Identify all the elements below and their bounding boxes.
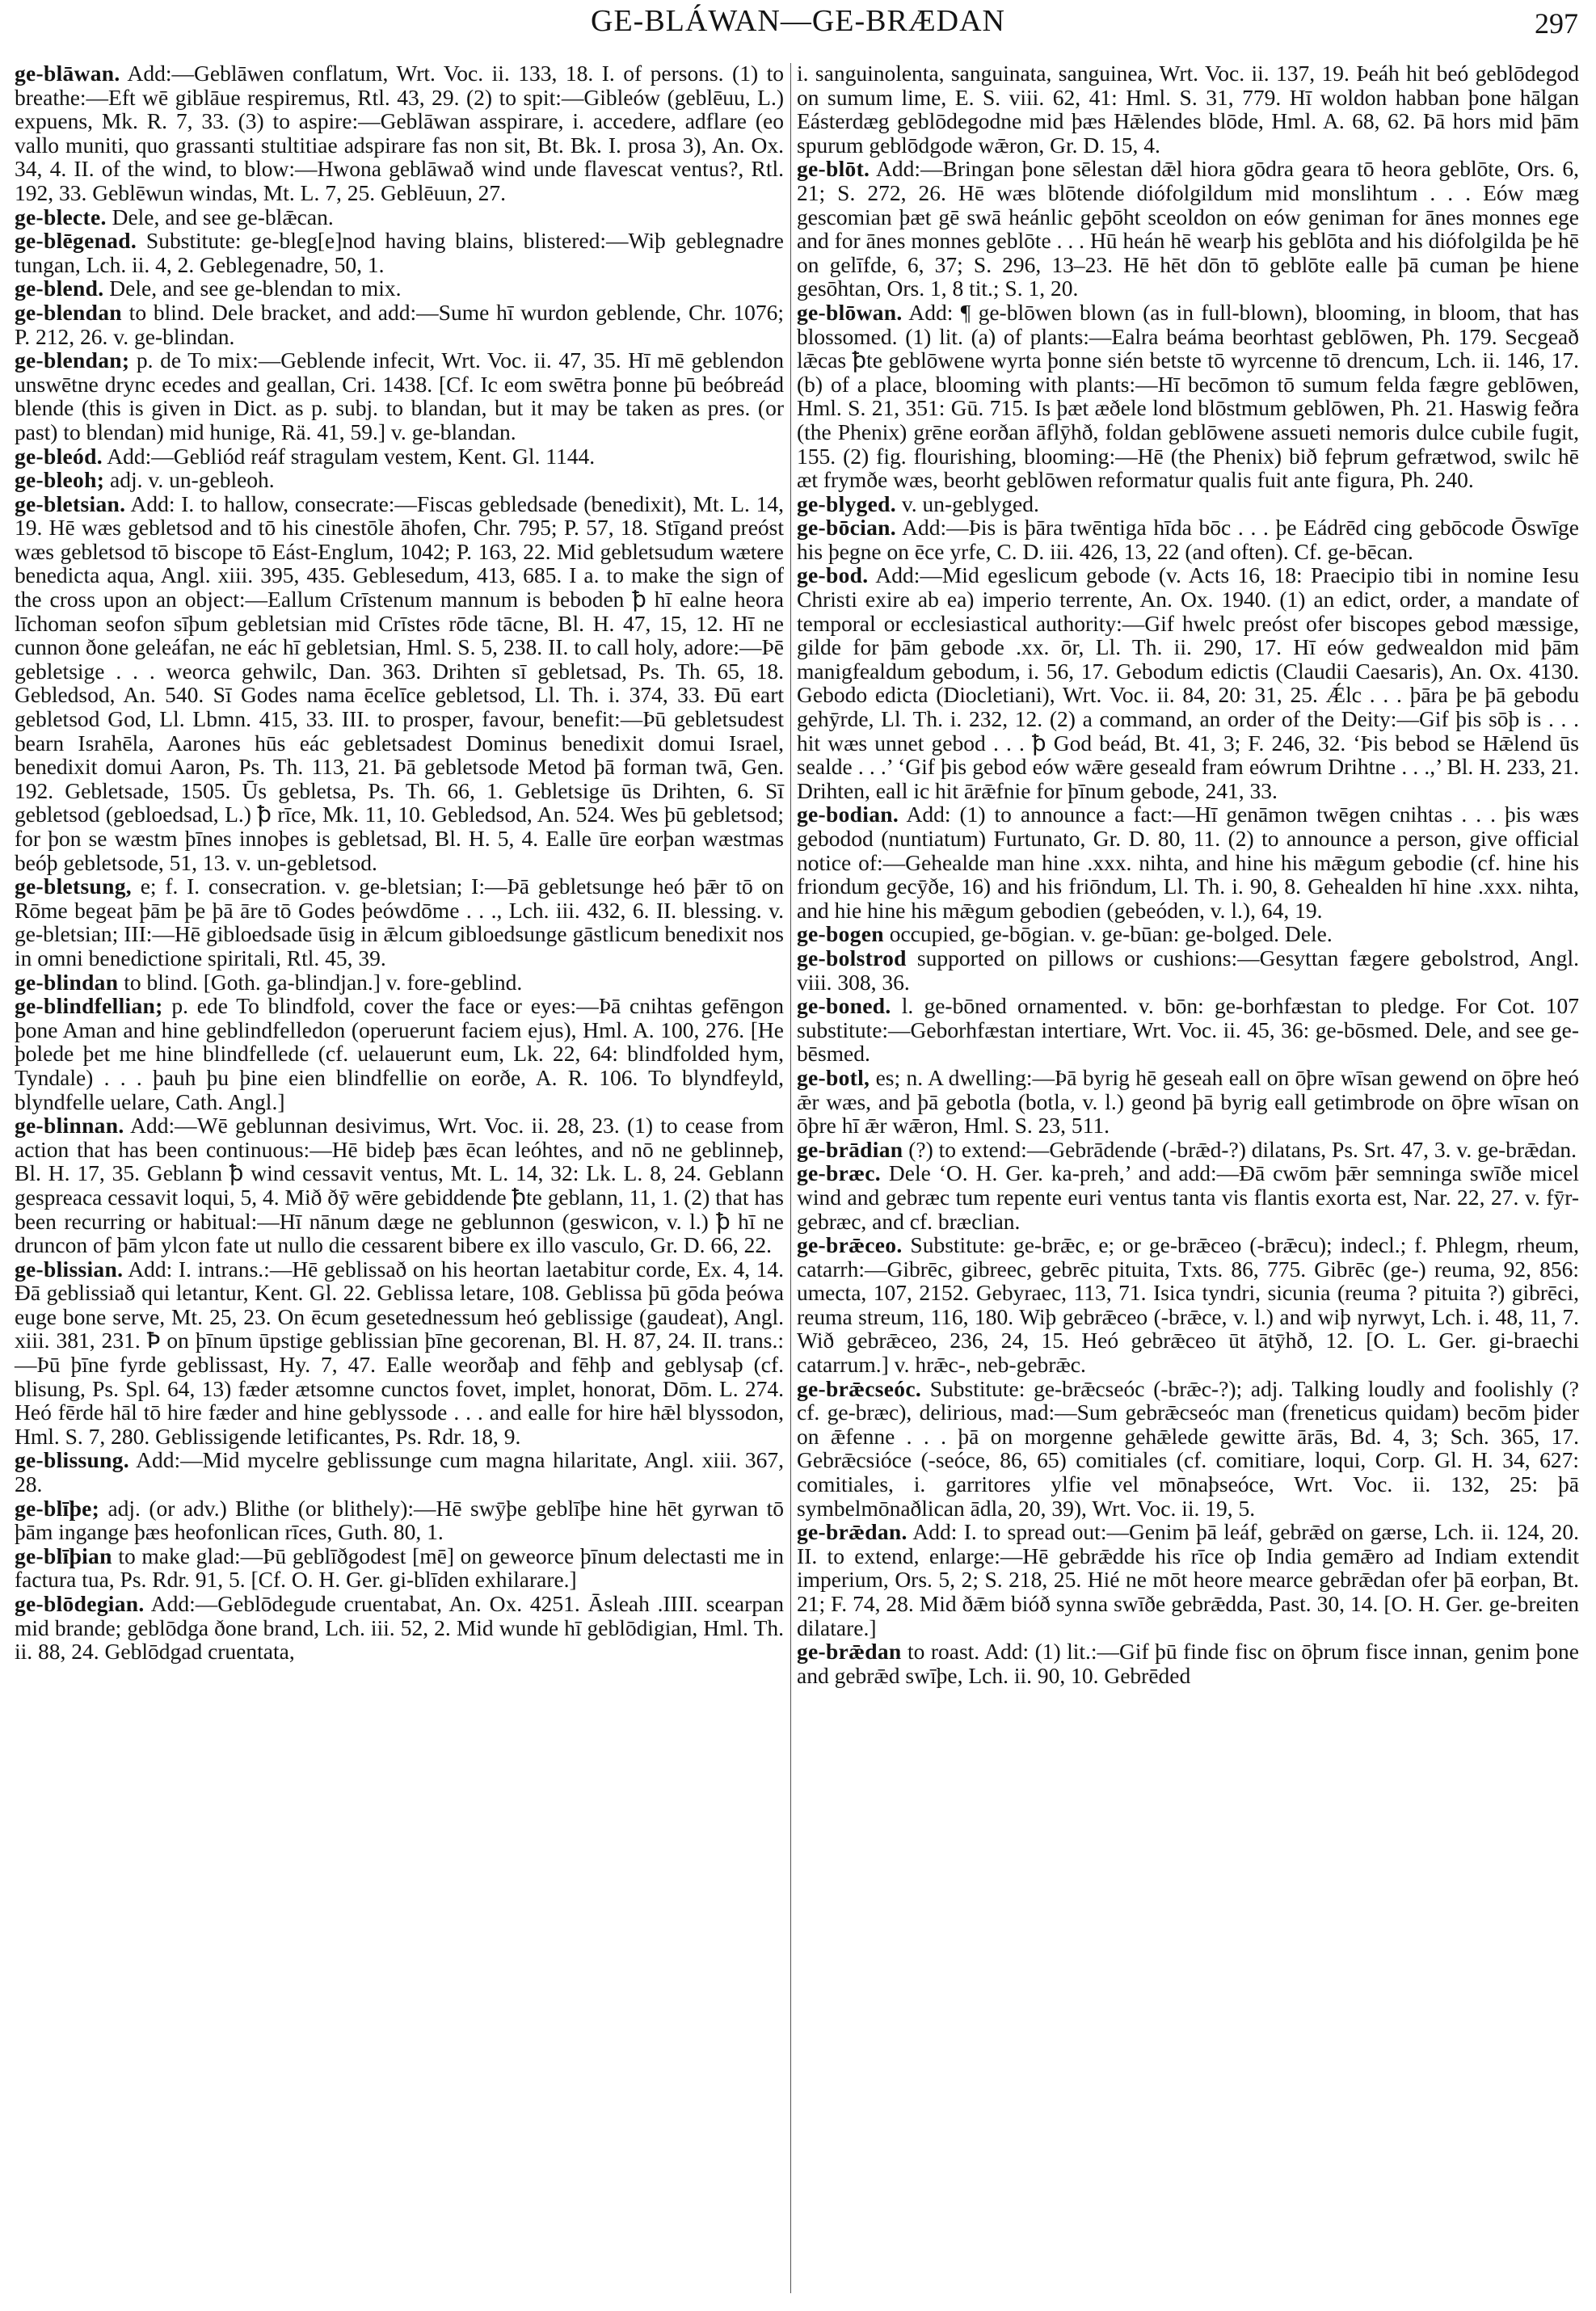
dictionary-entry [797, 1377, 1579, 1521]
entry-headword: ge-blāwan. [15, 61, 120, 86]
entry-headword: ge-bod. [797, 562, 869, 588]
dictionary-entry [797, 1161, 1579, 1233]
entry-headword: ge-botl, [797, 1064, 870, 1090]
dictionary-entry [797, 1066, 1579, 1138]
page-number: 297 [1535, 7, 1578, 40]
right-column [797, 61, 1579, 1687]
entry-headword: ge-blēgenad. [15, 228, 137, 254]
entry-body: i. sanguinolenta, sanguinata, sanguinea, Wrt. Voc. ii. 137, 19. Þeáh hit beó geblōdegod on sumum lime, E. S. viii. 62, 41: Hml. S. 31, 779. Hī woldon habban þone hālgan Eásterdæg geblōdegodne mid þæs Hǣlendes blōde, Hml. A. 68, 62. Þā hors mid þām spurum geblōdgode wǣron, Gr. D. 15, 4. [797, 61, 1579, 158]
entry-body: supported on pillows or cushions:—Gesyttan fægere gebolstrod, Angl. viii. 308, 36. [797, 945, 1579, 995]
dictionary-entry [797, 157, 1579, 301]
dictionary-entry [797, 1233, 1579, 1377]
entry-body: adj. (or adv.) Blithe (or blithely):—Hē swȳþe geblīþe hine hēt gyrwan tō þām ingange þæs heofonlican rīces, Guth. 80, 1. [15, 1495, 784, 1545]
entry-headword: ge-bolstrod [797, 945, 907, 970]
entry-headword: ge-blindfellian; [15, 993, 163, 1019]
entry-body: es; n. A dwelling:—Þā byrig hē geseah eall on ōþre wīsan gewend on ōþre heó ǣr wæs, and þā gebotla (botla, v. l.) geond þā byrig eall getimbrode on ōþre wīsan on ōþre hī ǣr wǣron, Hml. S. 23, 511. [797, 1064, 1579, 1139]
entry-headword: ge-blīþian [15, 1543, 112, 1568]
entry-headword: ge-blōdegian. [15, 1591, 145, 1616]
entry-body: Add:—Geblāwen conflatum, Wrt. Voc. ii. 133, 18. I. of persons. (1) to breathe:—Eft wē giblāue respiremus, Rtl. 43, 29. (2) to spit:—Gibleów (geblēuu, L.) expuens, Mk. R. 7, 33. (3) to aspire:—Geblāwan asspirare, i. accedere, adflare (eo vallo muniti, quo grassanti stultitiae adspirare fas non sit, Bt. Bk. I. prosa 3), An. Ox. 34, 4. II. of the wind, to blow:—Hwona geblāwað wind unde flavescat ventus?, Rtl. 192, 33. Geblēwun windas, Mt. L. 7, 25. Geblēuun, 27. [15, 61, 784, 205]
dictionary-entry [797, 946, 1579, 994]
entry-headword: ge-blōwan. [797, 299, 903, 325]
entry-headword: ge-blend. [15, 276, 104, 301]
entry-headword: ge-bræc. [797, 1160, 881, 1186]
dictionary-entry [15, 276, 784, 301]
dictionary-entry [15, 444, 784, 469]
entry-body: Dele, and see ge-blendan to mix. [103, 276, 402, 301]
entry-body: (?) to extend:—Gebrādende (-brǣd-?) dilatans, Ps. Srt. 47, 3. v. ge-brǣdan. [903, 1136, 1577, 1162]
dictionary-entry [15, 1257, 784, 1449]
dictionary-entry [797, 994, 1579, 1066]
entry-body: Add:—Bringan þone sēlestan dǣl hiora gōdra geara tō heora geblōte, Ors. 6, 21; S. 272, 26. Hē wæs blōtende diófolgildum mid monslihtum . . . Eów mæg gescomian þæt gē swā heánlic geþōht sceoldon on eów geniman for ānes monnes ege and for ānes monnes geblōte . . . Hū heán hē wearþ his geblōta and his diófolgilda þe hē on gelīfde, 6, 37; S. 296, 13–23. Hē hēt dōn tō geblōte ealle þā cuman þe hiene gesōhtan, Ors. 1, 8 tit.; S. 1, 20. [797, 156, 1579, 301]
entry-headword: ge-brǣceo. [797, 1232, 903, 1258]
dictionary-entry [797, 1138, 1579, 1162]
dictionary-entry [797, 1520, 1579, 1640]
entry-headword: ge-blōt. [797, 156, 870, 182]
entry-headword: ge-blissian. [15, 1256, 124, 1282]
dictionary-entry [15, 229, 784, 276]
running-title: GE-BLÁWAN—GE-BRÆDAN [591, 4, 1005, 38]
entry-headword: ge-bleód. [15, 443, 103, 469]
entry-body: Substitute: ge-brǣcseóc (-brǣc-?); adj. Talking loudly and foolishly (? cf. ge-bræc), delirious, mad:—Sum gebrǣcseóc man (freneticus quidam) becōm þider on ǣfenne . . . þā on morgenne gehǣlede gewitte ārās, Bd. 4, 3; Sch. 365, 17. Gebrǣcsióce (-seóce, 86, 65) comitiales (cf. comitiare, loqui, Corp. Gl. H. 34, 627: comitiales, i. garritores ylfie vel mōnaþseóce, Wrt. Voc. ii. 132, 25: þā symbelmōnaðlican ādla, 20, 39), Wrt. Voc. ii. 19, 5. [797, 1375, 1579, 1521]
entry-headword: ge-bletsian. [15, 490, 126, 516]
entry-body: Add:—Þis is þāra twēntiga hīda bōc . . . þe Eádrēd cing gebōcode Ōswīge his þegne on ēce yrfe, C. D. iii. 426, 13, 22 (and often). Cf. ge-bēcan. [797, 515, 1579, 564]
dictionary-entry [797, 516, 1579, 563]
entry-body: Add:—Wē geblunnan desivimus, Wrt. Voc. ii. 28, 23. (1) to cease from action that has been continuous:—Hē bideþ þæs ēcan leóhtes, and nō ne geblinneþ, Bl. H. 17, 35. Geblann ꝥ wind cessavit ventus, Mt. L. 14, 32: Lk. L. 8, 24. Geblann gespreaca cessavit loqui, 5, 4. Mið ðȳ wēre gebiddende ꝥte geblann, 11, 1. (2) that has been recurring or habitual:—Hī nānum dæge ne geblunnon (geswicon, v. l.) ꝥ hī ne druncon of þām ylcon fate ut nullo die cessarent bibere ex illo vasculo, Gr. D. 66, 22. [15, 1113, 784, 1258]
entry-headword: ge-brǣdan [797, 1639, 902, 1665]
entry-headword: ge-brǣdan. [797, 1519, 907, 1545]
dictionary-entry [797, 301, 1579, 492]
dictionary-entry [797, 1640, 1579, 1687]
entry-body: Add:—Gebliód reáf stragulam vestem, Kent. Gl. 1144. [102, 443, 596, 469]
dictionary-entry [797, 802, 1579, 922]
entry-body: occupied, ge-bōgian. v. ge-būan: ge-bolged. Dele. [883, 921, 1333, 947]
dictionary-entry [15, 348, 784, 444]
entry-body: Dele ‘O. H. Ger. ka-preh,’ and add:—Ðā cwōm þǣr semninga swīðe micel wind and gebræc tum repente euri ventus tanta vis flantis exorta est, Nar. 22, 27. v. fȳr-gebræc, and cf. bræclian. [797, 1160, 1579, 1234]
dictionary-entry [15, 301, 784, 348]
entry-body: Add: I. to hallow, consecrate:—Fiscas gebledsade (benedixit), Mt. L. 14, 19. Hē wæs gebletsod and tō his cinestōle āhofen, Chr. 795; P. 57, 18. Stīgand preóst wæs gebletsod tō biscope tō Eást-Englum, 1042; P. 163, 22. Mid gebletsudum wætere benedicta aqua, Angl. xiii. 395, 435. Geblesedum, 413, 685. I a. to make the sign of the cross upon an object:—Eallum Crīstenum mannum is beboden ꝥ hī ealne heora līchoman seofon sīþum gebletsian mid Crīstes rōde tācne, Bl. H. 47, 15, 12. Hī ne cunnon ðone geleáfan, ne eác hī gebletsian, Hml. S. 5, 238. II. to call holy, adore:—Þē gebletsige . . . weorca gehwilc, Dan. 363. Drihten sī gebletsad, Ps. Th. 65, 18. Gebledsod, An. 540. Sī Godes nama ēcelīce gebletsod, Ll. Th. i. 374, 33. Ðū eart gebletsod God, Ll. Lbmn. 415, 33. III. to prosper, favour, benefit:—Þū gebletsudest bearn Israhēla, Aarones hūs eác gebletsadest Dominus benedixit domui Israel, benedixit domui Aaron, Ps. Th. 113, 21. Þā gebletsode Metod þā forman twā, Gen. 192. Gebletsade, 1505. Ūs gebletsa, Ps. Th. 66, 1. Gebletsige ūs Drihten, 6. Sī gebletsod (gebloedsad, L.) ꝥ rīce, Mk. 11, 10. Gebledsod, An. 524. Wes þū gebletsod; for þon se wæstm þīnes innoþes is gebletsad, Bl. H. 5, 4. Ealle ūre eorþan wæstmas beóþ gebletsode, 51, 13. v. un-gebletsod. [15, 490, 784, 875]
entry-body: Add:—Geblōdegude cruentabat, An. Ox. 4251. Āsleah .IIII. scearpan mid brande; geblōdga ðone brand, Lch. iii. 52, 2. Mid wunde hī geblōdigian, Hml. Th. ii. 88, 24. Geblōdgad cruentata, [15, 1591, 784, 1665]
page-header [0, 3, 1596, 42]
dictionary-entry [15, 205, 784, 229]
entry-headword: ge-brādian [797, 1136, 903, 1162]
dictionary-entry [15, 1592, 784, 1664]
entry-headword: ge-bodian. [797, 802, 899, 827]
dictionary-entry [15, 1496, 784, 1544]
entry-headword: ge-blendan [15, 299, 122, 325]
entry-body: Add:—Mid mycelre geblissunge cum magna hilaritate, Angl. xiii. 367, 28. [15, 1447, 784, 1497]
left-column [15, 61, 784, 1664]
entry-body: p. ede To blindfold, cover the face or eyes:—Þā cnihtas gefēngon þone Aman and hine geblindfelledon (operuerunt faciem ejus), Hml. A. 100, 276. [He þolede þet me hine blindfellede (cf. uelauerunt eum, Lk. 22, 64: blindfolded hym, Tyndale) . . . þauh þu þine eien blindfellie on eorðe, A. R. 106. To blyndfeyld, blyndfelle uelare, Cath. Angl.] [15, 993, 784, 1114]
entry-headword: ge-blissung. [15, 1447, 129, 1473]
entry-body: Add: I. to spread out:—Genim þā leáf, gebrǣd on gærse, Lch. ii. 124, 20. II. to extend, enlarge:—Hē gebrǣdde his rīce oþ India gemǣro ad Indiam extendit imperium, Ors. 5, 2; S. 218, 25. Hié ne mōt heore mearce gebrǣdan ofer þā eorþan, Bt. 21; F. 74, 28. Mid ðǣm bióð synna swīðe gebrǣdda, Past. 30, 14. [O. H. Ger. ge-breiten dilatare.] [797, 1519, 1579, 1640]
entry-body: Dele, and see ge-blǣcan. [106, 204, 334, 229]
entry-headword: ge-blīþe; [15, 1495, 100, 1521]
entry-body: to roast. Add: (1) lit.:—Gif þū finde fisc on ōþrum fisce innan, genim þone and gebrǣd swīþe, Lch. ii. 90, 10. Gebrēded [797, 1639, 1579, 1688]
entry-headword: ge-bletsung, [15, 873, 132, 899]
entry-body: l. ge-bōned ornamented. v. bōn: ge-borhfæstan to pledge. For Cot. 107 substitute:—Geborhfæstan intertiare, Wrt. Voc. ii. 45, 36: ge-bōsmed. Dele, and see ge-bēsmed. [797, 993, 1579, 1067]
entry-body: v. un-geblyged. [895, 490, 1039, 516]
entry-body: to make glad:—Þū geblīðgodest [mē] on geweorce þīnum delectasti me in factura tua, Ps. Rdr. 91, 5. [Cf. O. H. Ger. gi-blīden exhilarare.] [15, 1543, 784, 1593]
entry-body: Add: (1) to announce a fact:—Hī genāmon twēgen cnihtas . . . þis wæs gebodod (nuntiatum) Furtunato, Gr. D. 80, 11. (2) to announce a person, give official notice of:—Gehealde man hine .xxx. nihta, and hine his mǣgum gebodie (cf. hine his friondum gecȳðe, 16) and his friōndum, Ll. Th. i. 90, 8. Gehealden hī hine .xxx. nihta, and hie hine his mǣgum gebodien (gebeóden, v. l.), 64, 19. [797, 802, 1579, 923]
entry-headword: ge-brǣcseóc. [797, 1375, 922, 1401]
entry-headword: ge-blinnan. [15, 1113, 124, 1139]
entry-headword: ge-bōcian. [797, 515, 896, 541]
column-divider [790, 63, 791, 2293]
entry-body: Add: ¶ ge-blōwen blown (as in full-blown), blooming, in bloom, that has blossomed. (1) lit. (a) of plants:—Ealra beáma beorhtast geblōwen, Ph. 179. Secgeað lǣcas ꝥte geblōwene wyrta þonne sién betste tō wyrcenne tō drencum, Lch. ii. 146, 17. (b) of a place, blooming with plants:—Hī becōmon tō sumum felda fægre geblōwen, Hml. S. 21, 351: Gū. 715. Is þæt æðele lond blōstmum geblōwen, Ph. 21. Haswig feðra (the Phenix) grēne eorðan āflȳhð, foldan geblōwene assueti nemoris dulce cubile fugit, 155. (2) fig. flourishing, blooming:—Hē (the Phenix) bið feþrum gefrætwod, swilc hē æt frymðe wæs, beorht geblōwen reformatur qualis fuit ante figura, Ph. 240. [797, 299, 1579, 493]
entry-body: e; f. I. consecration. v. ge-bletsian; I:—Þā gebletsunge heó þǣr tō on Rōme begeat þām þe þā āre tō Godes þeówdōme . . ., Lch. iii. 432, 6. II. blessing. v. ge-bletsian; III:—Hē gibloedsade ūsig in ǣlcum gibloedsunge gāstlicum benedixit nos in omni benedictione spiritali, Rtl. 45, 39. [15, 873, 784, 970]
entry-headword: ge-blindan [15, 969, 119, 995]
dictionary-entry [797, 61, 1579, 157]
dictionary-entry [797, 492, 1579, 516]
entry-headword: ge-boned. [797, 993, 891, 1019]
dictionary-entry [797, 563, 1579, 802]
dictionary-entry [15, 1448, 784, 1496]
entry-body: to blind. [Goth. ga-blindjan.] v. fore-geblind. [118, 969, 523, 995]
dictionary-entry [15, 970, 784, 995]
dictionary-entry [797, 922, 1579, 946]
dictionary-entry [15, 874, 784, 970]
entry-headword: ge-blyged. [797, 490, 896, 516]
entry-body: Substitute: ge-brǣc, e; or ge-brǣceo (-brǣcu); indecl.; f. Phlegm, rheum, catarrh:—Gibrēc, gibreec, gebrēc pituita, Txts. 86, 775. Gibrēc (ge-) reuma, 92, 856: umecta, 107, 2152. Gebyraec, 113, 71. Isica tyndri, sicunia (reuma ? pituita ?) gibrēci, reuma streum, 116, 180. Wiþ gebrǣceo (-brǣce, v. l.) and wiþ nyrwyt, Lch. i. 48, 11, 7. Wið gebrǣceo, 236, 24, 15. Heó gebrǣceo ūt ātȳhð, 12. [O. L. Ger. gi-braechi catarrum.] v. hrǣc-, neb-gebrǣc. [797, 1232, 1579, 1378]
entry-headword: ge-blendan; [15, 347, 130, 373]
entry-headword: ge-bogen [797, 921, 884, 947]
dictionary-entry [15, 1544, 784, 1592]
dictionary-entry [15, 492, 784, 875]
dictionary-entry [15, 994, 784, 1113]
dictionary-entry [15, 468, 784, 492]
entry-body: Add:—Mid egeslicum gebode (v. Acts 16, 18: Praecipio tibi in nomine Iesu Christi exire ab ea) imperio terrente, An. Ox. 1940. (1) an edict, order, a mandate of temporal or ecclesiastical authority:—Gif hwelc preóst ofer biscopes gebod mæssige, gilde for þām gebode .xx. ōr, Ll. Th. ii. 290, 17. Hī eów gedwealdon mid þām manigfealdum gebodum, i. 56, 17. Gebodum edictis (Claudii Caesaris), An. Ox. 4130. Gebodo edicta (Diocletiani), Wrt. Voc. ii. 84, 20: 31, 25. Ǽlc . . . þāra þe þā gebodu gehȳrde, Ll. Th. i. 232, 12. (2) a command, an order of the Deity:—Gif þis sōþ is . . . hit wæs unnet gebod . . . ꝥ God beád, Bt. 41, 3; F. 246, 32. ‘Þis bebod se Hǣlend ūs sealde . . .’ ‘Gif þis gebod eów wǣre geseald fram eówrum Drihtne . . .,’ Bl. H. 233, 21. Drihten, eall ic hit ārǣfnie for þīnum gebode, 241, 33. [797, 562, 1579, 803]
entry-body: adj. v. un-gebleoh. [104, 467, 275, 493]
entry-body: p. de To mix:—Geblende infecit, Wrt. Voc. ii. 47, 35. Hī mē geblendon unswētne drync ecedes and geallan, Cri. 1438. [Cf. Ic eom swētra þonne þū beóbreád blende (this is given in Dict. as p. subj. to blandan, but it may be taken as pres. (or past) to blendan) mid hunige, Rä. 41, 59.] v. ge-blandan. [15, 347, 784, 444]
entry-body: Add: I. intrans.:—Hē geblissað on his heortan laetabitur corde, Ex. 4, 14. Ðā geblissiað qui letantur, Kent. Gl. 22. Geblissa letare, 108. Geblissa þū gōda þeówa euge bone serve, Mt. 25, 23. On ēcum gesetednessum heó geblissige (gaudeat), Angl. xiii. 381, 231. Ꝥ on þīnum ūpstige geblissian þīne gecorenan, Bl. H. 87, 24. II. trans.:—Þū þīne fyrde geblissast, Hy. 7, 47. Ealle weorðaþ and fēhþ and geblysaþ (cf. blisung, Ps. Spl. 64, 13) fæder ætsomne cunctos fovet, implet, honorat, Dōm. L. 274. Heó fērde hāl tō hire fæder and hine geblyssode . . . and ealle for hire hǣl blyssodon, Hml. S. 7, 280. Geblissigende letificantes, Ps. Rdr. 18, 9. [15, 1256, 784, 1449]
dictionary-entry [15, 61, 784, 205]
entry-headword: ge-blecte. [15, 204, 107, 229]
entry-headword: ge-bleoh; [15, 467, 105, 493]
entry-body: Substitute: ge-bleg[e]nod having blains, blistered:—Wiþ geblegnadre tungan, Lch. ii. 4, 2. Geblegenadre, 50, 1. [15, 228, 784, 277]
entry-body: to blind. Dele bracket, and add:—Sume hī wurdon geblende, Chr. 1076; P. 212, 26. v. ge-blindan. [15, 299, 784, 349]
dictionary-entry [15, 1113, 784, 1257]
